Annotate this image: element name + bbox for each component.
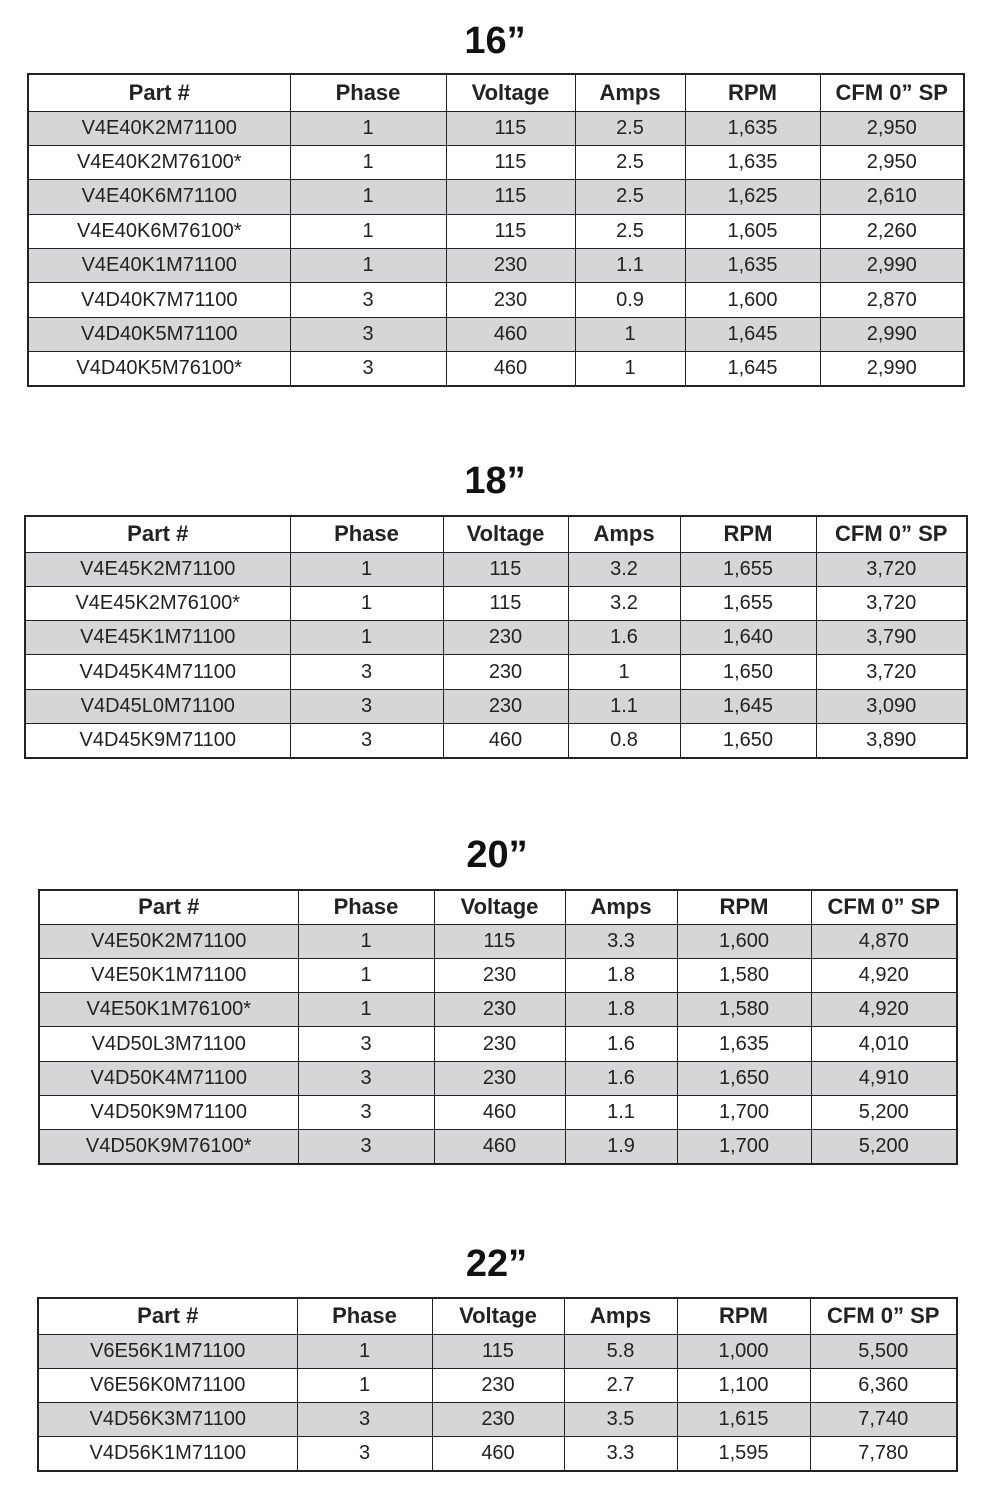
table-cell: 3: [290, 655, 443, 689]
table-cell: 460: [434, 1130, 565, 1164]
table-cell: 3: [290, 689, 443, 723]
part-number-cell: V4D40K7M71100: [28, 283, 290, 317]
table-cell: 2,990: [820, 352, 964, 386]
part-number-cell: V4D45K9M71100: [25, 723, 290, 757]
table-row: [39, 1061, 957, 1095]
column-header: Phase: [290, 74, 446, 111]
column-header: Part #: [25, 516, 290, 552]
header-row: [38, 1298, 957, 1334]
column-header: Amps: [568, 516, 680, 552]
table-cell: 1.1: [575, 249, 685, 283]
part-number-cell: V4D56K1M71100: [38, 1437, 297, 1471]
part-number-cell: V4E50K1M71100: [39, 958, 298, 992]
table-cell: 2,990: [820, 317, 964, 351]
column-header: Voltage: [432, 1298, 564, 1334]
table-cell: 1: [290, 552, 443, 586]
table-cell: 2.5: [575, 214, 685, 248]
table-cell: 3: [298, 1027, 434, 1061]
table-cell: 1,650: [680, 723, 816, 757]
size-heading: 18”: [464, 460, 526, 502]
table-cell: 1.6: [568, 621, 680, 655]
header-row: [28, 74, 964, 111]
column-header: Part #: [28, 74, 290, 111]
table-cell: 3: [298, 1095, 434, 1129]
table-cell: 1,655: [680, 586, 816, 620]
column-header: Amps: [564, 1298, 677, 1334]
part-number-cell: V4D40K5M71100: [28, 317, 290, 351]
table-cell: 1,595: [677, 1437, 810, 1471]
table-cell: 3.5: [564, 1402, 677, 1436]
table-cell: 5,200: [811, 1130, 957, 1164]
table-row: [39, 1095, 957, 1129]
table-row: [25, 689, 967, 723]
table-cell: 1,600: [677, 924, 811, 958]
table-cell: 115: [443, 552, 568, 586]
table-cell: 230: [432, 1368, 564, 1402]
part-number-cell: V4D40K5M76100*: [28, 352, 290, 386]
table-cell: 115: [446, 180, 575, 214]
table-cell: 0.9: [575, 283, 685, 317]
table-cell: 3,790: [816, 621, 967, 655]
part-number-cell: V4E45K2M71100: [25, 552, 290, 586]
table-row: [25, 621, 967, 655]
table-cell: 1: [290, 111, 446, 145]
column-header: RPM: [680, 516, 816, 552]
column-header: Phase: [290, 516, 443, 552]
table-cell: 2,610: [820, 180, 964, 214]
column-header: Voltage: [446, 74, 575, 111]
table-cell: 1,650: [677, 1061, 811, 1095]
table-cell: 3.2: [568, 586, 680, 620]
table-cell: 230: [446, 249, 575, 283]
part-number-cell: V4D56K3M71100: [38, 1402, 297, 1436]
column-header: CFM 0” SP: [811, 890, 957, 924]
table-cell: 1,000: [677, 1334, 810, 1368]
part-number-cell: V6E56K1M71100: [38, 1334, 297, 1368]
table-cell: 1,580: [677, 993, 811, 1027]
table-row: [39, 924, 957, 958]
part-number-cell: V4D50K4M71100: [39, 1061, 298, 1095]
table-cell: 4,870: [811, 924, 957, 958]
column-header: CFM 0” SP: [820, 74, 964, 111]
part-number-cell: V4E50K2M71100: [39, 924, 298, 958]
column-header: Part #: [39, 890, 298, 924]
table-cell: 1,615: [677, 1402, 810, 1436]
table-cell: 230: [443, 689, 568, 723]
column-header: RPM: [685, 74, 820, 111]
table-cell: 1: [298, 993, 434, 1027]
size-heading: 16”: [464, 20, 526, 62]
table-cell: 2,990: [820, 249, 964, 283]
table-cell: 1,625: [685, 180, 820, 214]
column-header: Phase: [298, 890, 434, 924]
table-cell: 3: [297, 1402, 432, 1436]
table-cell: 3: [290, 352, 446, 386]
table-cell: 115: [443, 586, 568, 620]
part-number-cell: V4D50K9M71100: [39, 1095, 298, 1129]
column-header: RPM: [677, 1298, 810, 1334]
table-cell: 4,010: [811, 1027, 957, 1061]
header-row: [25, 516, 967, 552]
table-cell: 3,720: [816, 655, 967, 689]
table-cell: 1.6: [565, 1027, 677, 1061]
table-row: [39, 1130, 957, 1164]
part-number-cell: V4D50L3M71100: [39, 1027, 298, 1061]
column-header: CFM 0” SP: [816, 516, 967, 552]
table-cell: 1.1: [565, 1095, 677, 1129]
table-cell: 115: [446, 145, 575, 179]
table-cell: 2.5: [575, 145, 685, 179]
table-cell: 115: [446, 111, 575, 145]
table-row: [25, 723, 967, 757]
table-cell: 230: [434, 1027, 565, 1061]
part-number-cell: V4E45K2M76100*: [25, 586, 290, 620]
table-cell: 1: [298, 958, 434, 992]
table-cell: 1.8: [565, 993, 677, 1027]
column-header: Amps: [575, 74, 685, 111]
table-cell: 1: [290, 214, 446, 248]
table-cell: 230: [443, 621, 568, 655]
table-cell: 230: [434, 958, 565, 992]
table-cell: 4,920: [811, 958, 957, 992]
table-cell: 0.8: [568, 723, 680, 757]
table-row: [25, 586, 967, 620]
table-cell: 3.3: [565, 924, 677, 958]
table-cell: 460: [446, 352, 575, 386]
header-row: [39, 890, 957, 924]
part-number-cell: V4D45L0M71100: [25, 689, 290, 723]
table-cell: 230: [432, 1402, 564, 1436]
column-header: CFM 0” SP: [810, 1298, 957, 1334]
table-cell: 3.2: [568, 552, 680, 586]
table-cell: 460: [432, 1437, 564, 1471]
table-cell: 2,950: [820, 145, 964, 179]
size-heading: 20”: [466, 834, 528, 876]
table-cell: 2.7: [564, 1368, 677, 1402]
table-cell: 460: [446, 317, 575, 351]
table-cell: 1: [290, 145, 446, 179]
table-cell: 2.5: [575, 111, 685, 145]
table-cell: 7,780: [810, 1437, 957, 1471]
table-cell: 1,600: [685, 283, 820, 317]
table-cell: 1: [298, 924, 434, 958]
table-row: [39, 993, 957, 1027]
table-cell: 2.5: [575, 180, 685, 214]
table-cell: 1: [297, 1334, 432, 1368]
part-number-cell: V4D50K9M76100*: [39, 1130, 298, 1164]
table-cell: 3: [298, 1061, 434, 1095]
table-row: [28, 249, 964, 283]
motor-spec-table: [37, 1297, 958, 1472]
table-cell: 1,645: [685, 352, 820, 386]
table-cell: 3: [290, 317, 446, 351]
table-row: [28, 317, 964, 351]
table-cell: 1,640: [680, 621, 816, 655]
table-cell: 1: [297, 1368, 432, 1402]
column-header: Voltage: [434, 890, 565, 924]
part-number-cell: V6E56K0M71100: [38, 1368, 297, 1402]
table-cell: 460: [443, 723, 568, 757]
table-cell: 3,720: [816, 552, 967, 586]
table-cell: 1: [290, 180, 446, 214]
table-cell: 1,645: [685, 317, 820, 351]
table-cell: 3,890: [816, 723, 967, 757]
table-row: [28, 145, 964, 179]
table-row: [38, 1402, 957, 1436]
table-cell: 2,260: [820, 214, 964, 248]
table-cell: 2,870: [820, 283, 964, 317]
table-row: [39, 1027, 957, 1061]
table-cell: 5,200: [811, 1095, 957, 1129]
table-cell: 1.8: [565, 958, 677, 992]
table-cell: 3,090: [816, 689, 967, 723]
table-cell: 1,700: [677, 1095, 811, 1129]
part-number-cell: V4E40K1M71100: [28, 249, 290, 283]
column-header: Amps: [565, 890, 677, 924]
motor-spec-table: [24, 515, 968, 759]
table-cell: 5.8: [564, 1334, 677, 1368]
table-row: [39, 958, 957, 992]
table-cell: 230: [434, 993, 565, 1027]
table-row: [28, 214, 964, 248]
table-cell: 4,910: [811, 1061, 957, 1095]
table-row: [28, 111, 964, 145]
table-cell: 3,720: [816, 586, 967, 620]
part-number-cell: V4E40K2M76100*: [28, 145, 290, 179]
table-row: [25, 552, 967, 586]
table-row: [28, 283, 964, 317]
motor-spec-table: [27, 73, 965, 387]
table-cell: 1: [575, 352, 685, 386]
column-header: Phase: [297, 1298, 432, 1334]
table-row: [28, 352, 964, 386]
table-cell: 115: [434, 924, 565, 958]
table-cell: 1,605: [685, 214, 820, 248]
table-cell: 1,650: [680, 655, 816, 689]
part-number-cell: V4E45K1M71100: [25, 621, 290, 655]
table-cell: 1,580: [677, 958, 811, 992]
table-cell: 3: [297, 1437, 432, 1471]
table-cell: 230: [443, 655, 568, 689]
table-cell: 3: [298, 1130, 434, 1164]
table-cell: 3.3: [564, 1437, 677, 1471]
table-cell: 1: [290, 249, 446, 283]
table-cell: 6,360: [810, 1368, 957, 1402]
table-cell: 1,635: [685, 145, 820, 179]
column-header: Part #: [38, 1298, 297, 1334]
column-header: Voltage: [443, 516, 568, 552]
table-cell: 3: [290, 283, 446, 317]
size-heading: 22”: [465, 1243, 528, 1285]
table-cell: 1: [290, 586, 443, 620]
part-number-cell: V4E50K1M76100*: [39, 993, 298, 1027]
table-cell: 460: [434, 1095, 565, 1129]
column-header: RPM: [677, 890, 811, 924]
table-cell: 115: [446, 214, 575, 248]
table-cell: 230: [446, 283, 575, 317]
table-cell: 1.6: [565, 1061, 677, 1095]
table-row: [38, 1368, 957, 1402]
table-cell: 1,635: [677, 1027, 811, 1061]
table-cell: 1: [575, 317, 685, 351]
part-number-cell: V4E40K6M76100*: [28, 214, 290, 248]
table-cell: 1,700: [677, 1130, 811, 1164]
table-cell: 1.1: [568, 689, 680, 723]
table-cell: 1,100: [677, 1368, 810, 1402]
table-cell: 7,740: [810, 1402, 957, 1436]
table-row: [28, 180, 964, 214]
part-number-cell: V4E40K6M71100: [28, 180, 290, 214]
table-row: [25, 655, 967, 689]
table-cell: 230: [434, 1061, 565, 1095]
table-cell: 1,635: [685, 249, 820, 283]
table-cell: 115: [432, 1334, 564, 1368]
table-row: [38, 1334, 957, 1368]
table-row: [38, 1437, 957, 1471]
table-cell: 1,645: [680, 689, 816, 723]
table-cell: 1: [568, 655, 680, 689]
table-cell: 1,655: [680, 552, 816, 586]
table-cell: 1: [290, 621, 443, 655]
part-number-cell: V4E40K2M71100: [28, 111, 290, 145]
table-cell: 5,500: [810, 1334, 957, 1368]
table-cell: 1.9: [565, 1130, 677, 1164]
table-cell: 4,920: [811, 993, 957, 1027]
motor-spec-table: [38, 889, 958, 1165]
table-cell: 3: [290, 723, 443, 757]
table-cell: 1,635: [685, 111, 820, 145]
table-cell: 2,950: [820, 111, 964, 145]
part-number-cell: V4D45K4M71100: [25, 655, 290, 689]
